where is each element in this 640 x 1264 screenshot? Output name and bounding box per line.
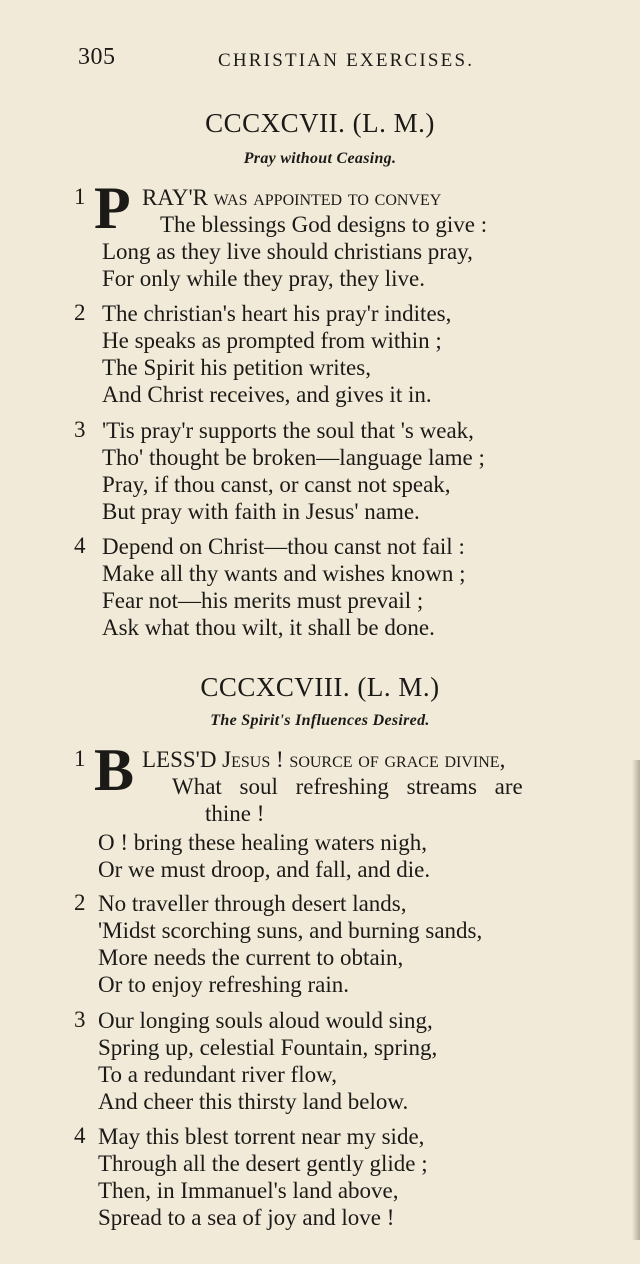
verse-line: Make all thy wants and wishes known ; xyxy=(102,561,466,586)
verse-line: Depend on Christ—thou canst not fail : xyxy=(102,534,465,559)
verse-line: RAY'R was appointed to convey xyxy=(142,185,442,210)
verse-line: May this blest torrent near my side, xyxy=(98,1124,425,1149)
page-edge-shadow xyxy=(632,760,640,1240)
verse-line: What soul refreshing streams are xyxy=(172,774,523,799)
verse-line: Our longing souls aloud would sing, xyxy=(98,1008,433,1033)
drop-cap: P xyxy=(94,175,131,241)
drop-cap: B xyxy=(94,737,135,803)
hymn-subtitle: Pray without Ceasing. xyxy=(243,150,397,167)
verse-number: 2 xyxy=(74,890,86,915)
verse-line: The christian's heart his pray'r indites, xyxy=(102,301,452,326)
verse-line: And cheer this thirsty land below. xyxy=(98,1089,409,1114)
verse-number: 4 xyxy=(74,1123,86,1148)
running-title: CHRISTIAN EXERCISES. xyxy=(218,50,475,71)
verse-line: O ! bring these healing waters nigh, xyxy=(98,830,427,855)
hymn-number: CCCXCVII. (L. M.) xyxy=(205,108,435,138)
verse-line: And Christ receives, and gives it in. xyxy=(102,382,432,407)
verse-line: No traveller through desert lands, xyxy=(98,891,407,916)
verse-line: To a redundant river flow, xyxy=(98,1062,337,1087)
verse-line: 'Tis pray'r supports the soul that 's weak, xyxy=(102,418,474,443)
verse-number: 3 xyxy=(74,417,86,442)
verse-line: Spread to a sea of joy and love ! xyxy=(98,1205,395,1230)
verse-line: For only while they pray, they live. xyxy=(102,266,425,291)
verse-line: Through all the desert gently glide ; xyxy=(98,1151,428,1176)
verse-number: 3 xyxy=(74,1007,86,1032)
running-head xyxy=(0,44,640,84)
verse-line: LESS'D Jesus ! source of grace divine, xyxy=(142,747,506,772)
verse-line: Or to enjoy refreshing rain. xyxy=(98,972,350,997)
verse-line: thine ! xyxy=(205,801,265,826)
verse-line: But pray with faith in Jesus' name. xyxy=(102,499,420,524)
verse-number: 1 xyxy=(74,184,86,209)
verse-line: Spring up, celestial Fountain, spring, xyxy=(98,1035,438,1060)
verse-number: 4 xyxy=(74,533,86,558)
verse-line: Or we must droop, and fall, and die. xyxy=(98,857,431,882)
verse-line: Fear not—his merits must prevail ; xyxy=(102,588,424,613)
verse-line: Pray, if thou canst, or canst not speak, xyxy=(102,472,451,497)
verse-line: Then, in Immanuel's land above, xyxy=(98,1178,399,1203)
verse-number: 1 xyxy=(74,746,86,771)
hymn-subtitle: The Spirit's Influences Desired. xyxy=(210,712,430,729)
verse-line: The Spirit his petition writes, xyxy=(102,355,371,380)
verse-line: He speaks as prompted from within ; xyxy=(102,328,442,353)
verse-line: More needs the current to obtain, xyxy=(98,945,404,970)
verse-line: The blessings God designs to give : xyxy=(160,212,488,237)
verse-line: Long as they live should christians pray, xyxy=(102,239,473,264)
verse-number: 2 xyxy=(74,300,86,325)
verse-line: 'Midst scorching suns, and burning sands, xyxy=(98,918,483,943)
verse-line: Tho' thought be broken—language lame ; xyxy=(102,445,485,470)
hymn-number: CCCXCVIII. (L. M.) xyxy=(200,672,440,702)
verse-line: Ask what thou wilt, it shall be done. xyxy=(102,615,435,640)
page-number: 305 xyxy=(78,44,116,70)
